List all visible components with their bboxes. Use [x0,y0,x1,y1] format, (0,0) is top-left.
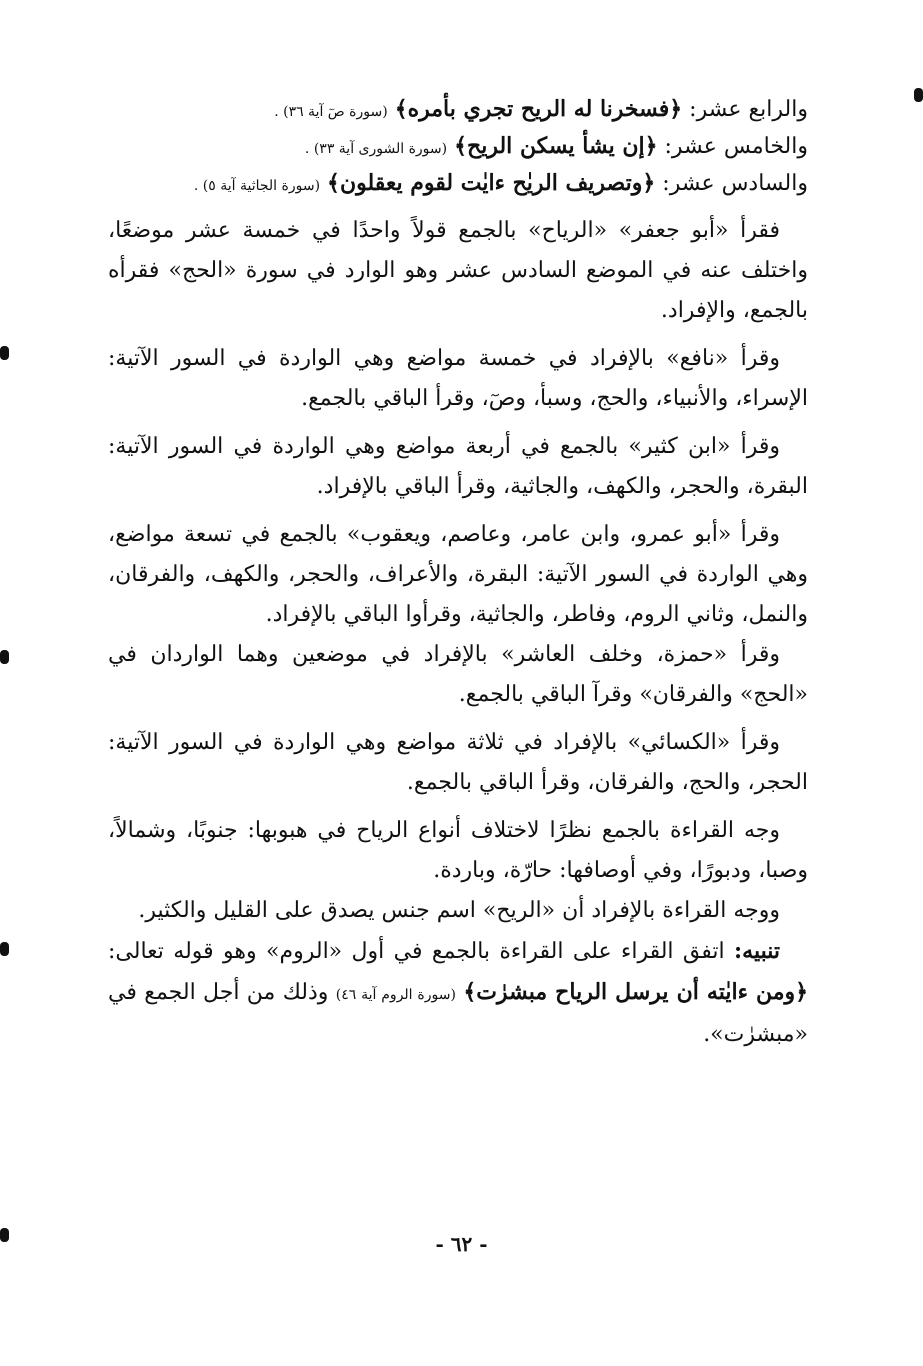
page-number: - ٦٢ - [435,1232,488,1256]
verse-reference: (سورة الجاثية آية ٥) . [193,178,321,194]
verse-quote: ﴿إن يشأ يسكن الريح﴾ [454,133,658,159]
page-body [108,92,808,1055]
verse-quote: ﴿فسخرنا له الريح تجري بأمره﴾ [394,96,683,122]
paragraph-nafi: وقرأ «نافع» بالإفراد في خمسة مواضع وهي الواردة في السور الآتية: الإسراء، والأنبياء، والحج، وسبأ، وصٓ، وقرأ الباقي بالجمع. [108,346,808,411]
verse-quote: ﴿وتصريف الريٰح ءايٰت لقوم يعقلون﴾ [327,170,656,196]
note-text: اتفق القراء على القراءة بالجمع في أول «الروم» وهو قوله تعالى: [108,939,725,964]
paragraph-hamza: وقرأ «حمزة، وخلف العاشر» بالإفراد في موضعين وهما الواردان في «الحج» والفرقان» وقرآ الباقي بالجمع. [108,642,808,707]
note-tail: وذلك من أجل الجمع في «مبشرٰت». [108,980,808,1047]
paragraph-kisai: وقرأ «الكسائي» بالإفراد في ثلاثة مواضع وهي الواردة في السور الآتية: الحجر، والحج، والفرقان، وقرأ الباقي بالجمع. [108,730,808,795]
scan-mark-3 [0,650,9,664]
verse-line [108,92,808,129]
verse-line [108,129,808,166]
paragraph-ibn-kathir: وقرأ «ابن كثير» بالجمع في أربعة مواضع وهي الواردة في السور الآتية: البقرة، والحجر، والكهف، والجاثية، وقرأ الباقي بالإفراد. [108,434,808,499]
verse-label: والسادس عشر: [662,171,808,196]
verse-label: والرابع عشر: [689,97,808,122]
note-paragraph [108,931,808,1055]
note-reference: (سورة الروم آية ٤٦) [335,987,456,1003]
paragraph-plural-reason: وجه القراءة بالجمع نظرًا لاختلاف أنواع الرياح في هبوبها: جنوبًا، وشمالاً، وصبا، ودبورًا، وفي أوصافها: حارّة، وباردة. [108,818,808,883]
paragraph-singular-reason: ووجه القراءة بالإفراد أن «الريح» اسم جنس يصدق على القليل والكثير. [138,898,780,923]
paragraph-abu-amr: وقرأ «أبو عمرو، وابن عامر، وعاصم، ويعقوب» بالجمع في تسعة مواضع، وهي الواردة في السور الآتية: البقرة، والأعراف، والحجر، والكهف، والفرقان، والنمل، وثاني الروم، وفاطر، والجاثية، وقرأوا الباقي بالإفراد. [108,522,808,627]
scan-mark-1 [914,88,923,102]
note-label: تنبيه: [734,938,780,964]
verse-reference: (سورة صٓ آية ٣٦) . [274,104,388,120]
scan-mark-2 [0,346,9,360]
verse-reference: (سورة الشورى آية ٣٣) . [304,141,448,157]
paragraph-abu-jafar: فقرأ «أبو جعفر» «الرياح» بالجمع قولاً واحدًا في خمسة عشر موضعًا، واختلف عنه في الموضع السادس عشر وهو الوارد في سورة «الحج» فقرأه بالجمع، والإفراد. [108,218,808,323]
note-quote: ﴿ومن ءايٰته أن يرسل الرياح مبشرٰت﴾ [463,979,809,1005]
verse-label: والخامس عشر: [664,134,808,159]
scan-mark-4 [0,942,9,956]
verse-line [108,166,808,203]
